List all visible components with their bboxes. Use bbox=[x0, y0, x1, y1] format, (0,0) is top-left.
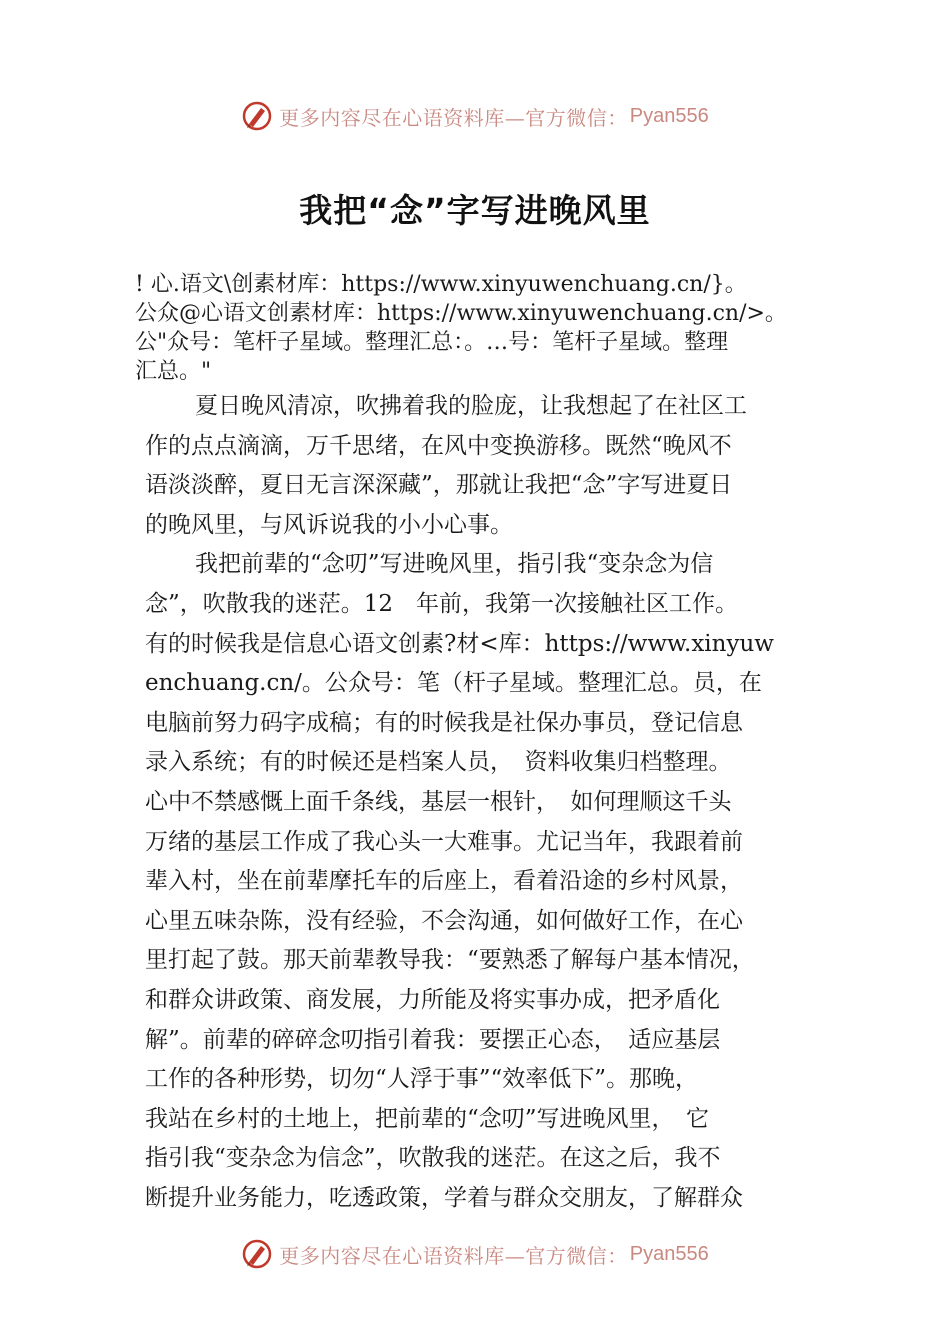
body-line: 心中不禁感慨上面千条线，基层一根针， 如何理顺这千头 bbox=[145, 788, 732, 815]
body-line: 我站在乡村的土地上，把前辈的“念叨”写进晚风里， 它 bbox=[145, 1105, 710, 1132]
watermark-banner-bottom bbox=[0, 1234, 950, 1274]
notice-line: 汇总。" bbox=[135, 359, 212, 384]
body-line: 万绪的基层工作成了我心头一大难事。尤记当年，我跟着前 bbox=[145, 828, 743, 855]
body-line: enchuang.cn/。公众号：笔（杆子星域。整理汇总。员，在 bbox=[145, 670, 762, 697]
watermark-id: Pyan556 bbox=[629, 1242, 709, 1265]
body-line: 辈入村，坐在前辈摩托车的后座上，看着沿途的乡村风景， bbox=[145, 868, 743, 895]
body-line: 里打起了鼓。那天前辈教导我：“要熟悉了解每户基本情况， bbox=[145, 947, 755, 974]
watermark-banner-top bbox=[0, 96, 950, 136]
body-line: 断提升业务能力，吃透政策，学着与群众交朋友，了解群众 bbox=[145, 1184, 743, 1211]
pen-logo-icon bbox=[241, 1238, 273, 1270]
pen-logo-icon bbox=[241, 100, 273, 132]
body-line: 心里五味杂陈，没有经验，不会沟通，如何做好工作，在心 bbox=[145, 907, 743, 934]
document-title: 我把“念”字写进晚风里 bbox=[299, 191, 651, 230]
watermark-text: 更多内容尽在心语资料库—官方微信： bbox=[279, 1243, 628, 1268]
body-line: 指引我“变杂念为信念”，吹散我的迷茫。在这之后，我不 bbox=[145, 1145, 721, 1172]
body-line: 语淡淡醉，夏日无言深深藏”，那就让我把“念”字写进夏日 bbox=[145, 472, 733, 499]
notice-line: 公众@心语文创素材库：https://www.xinyuwenchuang.cn/>。 bbox=[135, 301, 787, 326]
body-line: 和群众讲政策、商发展，力所能及将实事办成，把矛盾化 bbox=[145, 986, 720, 1013]
watermark-text: 更多内容尽在心语资料库—官方微信： bbox=[279, 105, 628, 130]
notice-line: 公"众号：笔杆子星域。整理汇总：。…号：笔杆子星域。整理 bbox=[135, 330, 729, 355]
body-line: 夏日晚风清凉，吹拂着我的脸庞，让我想起了在社区工 bbox=[195, 393, 747, 419]
body-line: 我把前辈的“念叨”写进晚风里，指引我“变杂念为信 bbox=[195, 551, 714, 578]
body-line: 录入系统；有的时候还是档案人员， 资料收集归档整理。 bbox=[145, 749, 732, 776]
watermark-id: Pyan556 bbox=[629, 104, 709, 127]
body-line: 工作的各种形势，切勿“人浮于事”“效率低下”。那晚， bbox=[145, 1066, 699, 1093]
body-line: 有的时候我是信息心语文创素?材<库：https://www.xinyuw bbox=[145, 630, 774, 657]
article-body bbox=[145, 387, 815, 1218]
body-line: 念”，吹散我的迷茫。12 年前，我第一次接触社区工作。 bbox=[145, 590, 739, 617]
source-notice bbox=[135, 270, 835, 386]
body-line: 电脑前努力码字成稿；有的时候我是社保办事员，登记信息 bbox=[145, 709, 743, 736]
body-line: 的晚风里，与风诉说我的小小心事。 bbox=[145, 511, 513, 538]
body-line: 作的点点滴滴，万千思绪，在风中变换游移。既然“晚风不 bbox=[145, 432, 732, 459]
notice-line: ! 心.语文\创素材库：https://www.xinyuwenchuang.cn/}。 bbox=[135, 272, 747, 297]
body-line: 解”。前辈的碎碎念叨指引着我：要摆正心态， 适应基层 bbox=[145, 1026, 721, 1053]
